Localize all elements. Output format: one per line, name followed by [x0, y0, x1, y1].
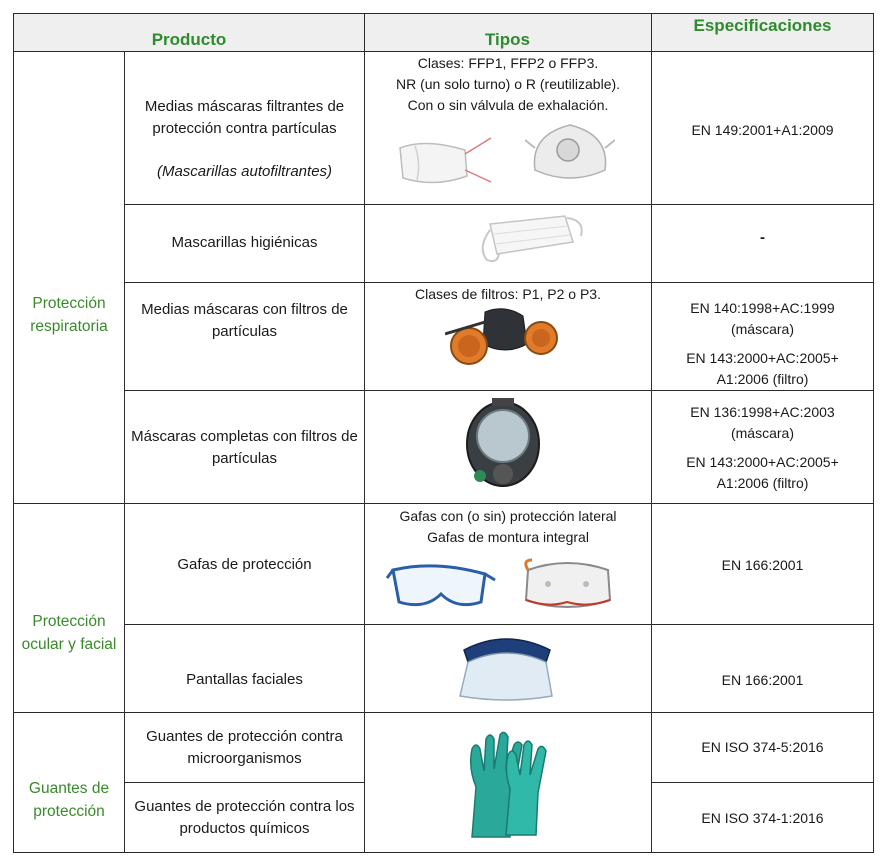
category-ocular-facial: Protección ocular y facial	[21, 613, 117, 653]
spec-en140: EN 140:1998+AC:1999	[690, 300, 835, 316]
product-medias-mascaras-filtros: Medias máscaras con filtros de partículas	[141, 301, 348, 340]
types-text: Gafas de montura integral	[427, 529, 589, 545]
header-especificaciones: Especificaciones	[693, 16, 832, 35]
product-guantes-quimicos: Guantes de protección contra los productos químicos	[134, 797, 355, 837]
hygienic-mask-image	[475, 210, 587, 266]
spec-en136: EN 136:1998+AC:2003	[690, 404, 835, 420]
spec-en143: EN 143:2000+AC:2005+	[686, 350, 839, 366]
types-text: Clases: FFP1, FFP2 o FFP3.	[417, 55, 599, 71]
spec-en166: EN 166:2001	[721, 671, 804, 688]
face-shield-image	[450, 628, 562, 702]
spec-en136-note: (máscara)	[730, 425, 794, 441]
product-guantes-microorganismos: Guantes de protección contra microorganismos	[146, 727, 343, 767]
chemical-gloves-image	[462, 727, 554, 841]
goggles-image	[518, 556, 616, 614]
types-text: Con o sin válvula de exhalación.	[407, 97, 609, 113]
half-mask-filter-image	[445, 304, 560, 366]
spec-en-iso-374-1: EN ISO 374-1:2016	[701, 809, 824, 826]
types-text: NR (un solo turno) o R (reutilizable).	[395, 76, 621, 92]
valved-respirator-image	[525, 120, 615, 186]
category-respiratoria: Protección respiratoria	[30, 295, 108, 335]
spec-en149: EN 149:2001+A1:2009	[691, 121, 834, 138]
product-pantallas-faciales: Pantallas faciales	[186, 671, 303, 688]
safety-glasses-image	[385, 556, 497, 614]
header-producto: Producto	[151, 30, 227, 49]
types-text: Clases de filtros: P1, P2 o P3.	[415, 286, 601, 302]
spec-en140-note: (máscara)	[730, 321, 794, 337]
category-guantes: Guantes de protección	[28, 780, 110, 820]
spec-en-iso-374-5: EN ISO 374-5:2016	[701, 738, 824, 755]
folding-respirator-image	[395, 128, 495, 194]
header-tipos: Tipos	[484, 30, 531, 49]
spec-en166: EN 166:2001	[721, 556, 804, 573]
full-face-mask-image	[458, 398, 548, 494]
product-note-autofiltrantes: (Mascarillas autofiltrantes)	[156, 163, 333, 180]
product-mascaras-completas: Máscaras completas con filtros de partículas	[131, 428, 358, 467]
spec-en143: EN 143:2000+AC:2005+	[686, 454, 839, 470]
product-gafas-proteccion: Gafas de protección	[177, 556, 312, 573]
product-medias-mascaras-filtrantes: Medias máscaras filtrantes de protección contra partículas	[144, 98, 345, 137]
spec-en143-note: A1:2006 (filtro)	[716, 475, 809, 491]
spec-en143-note: A1:2006 (filtro)	[716, 371, 809, 387]
product-mascarillas-higienicas: Mascarillas higiénicas	[171, 234, 318, 251]
spec-none: -	[760, 229, 765, 246]
types-text: Gafas con (o sin) protección lateral	[399, 508, 617, 524]
